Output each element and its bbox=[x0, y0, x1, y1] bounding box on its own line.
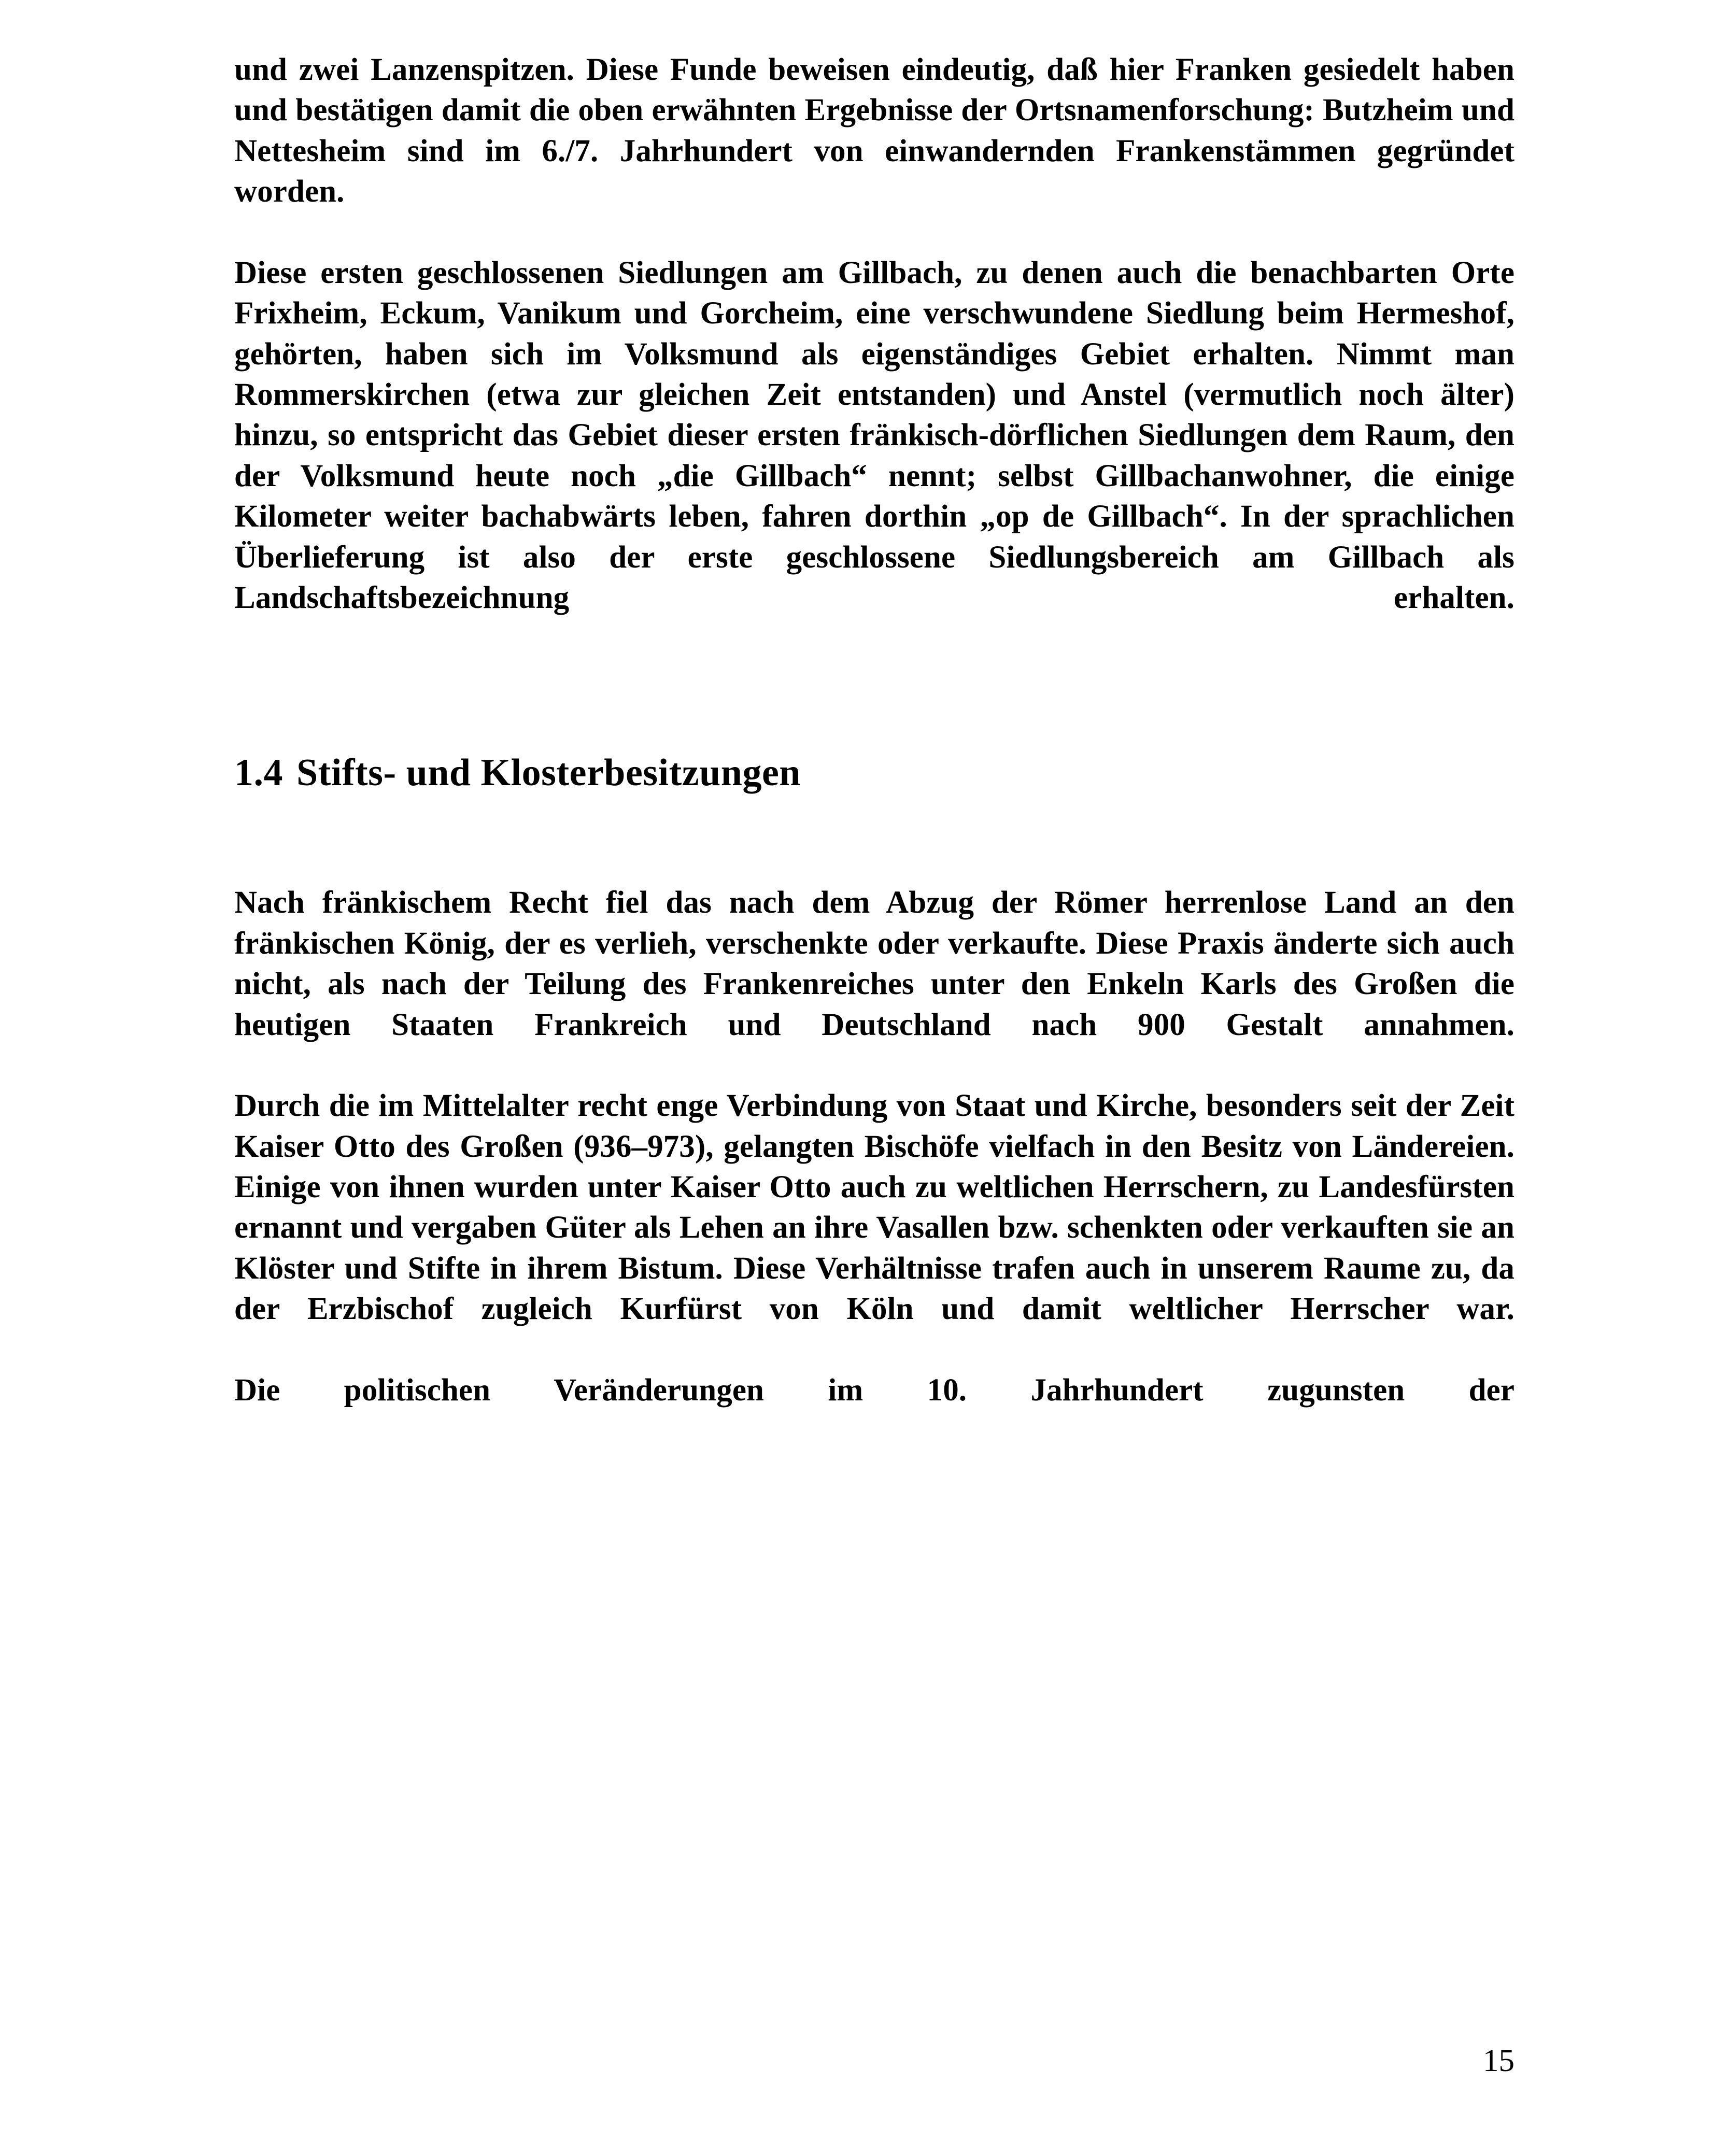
page-text-column bbox=[234, 50, 1514, 1452]
paragraph-4: Durch die im Mittelalter recht enge Verbindung von Staat und Kirche, besonders seit der Zeit Kaiser Otto des Großen (936–973), gelangten Bischöfe vielfach in den Besitz von Ländereien. Einige von ihnen wurden unter Kaiser Otto auch zu weltlichen Herrschern, zu Landesfürsten ernannt und vergaben Güter als Lehen an ihre Vasallen bzw. schenkten oder verkauften sie an Klöster und Stifte in ihrem Bistum. Diese Verhältnisse trafen auch in unserem Raume zu, da der Erzbischof zugleich Kurfürst von Köln und damit weltlicher Herrscher war. bbox=[234, 1088, 1514, 1327]
section-number: 1.4 bbox=[234, 751, 283, 794]
section-heading-block bbox=[234, 750, 1514, 796]
paragraph-1: und zwei Lanzenspitzen. Diese Funde beweisen eindeutig, daß hier Franken gesiedelt haben und bestätigen damit die oben erwähnten Ergebnisse der Ortsnamenforschung: Butzheim und Nettesheim sind im 6./7. Jahrhundert von einwandernden Frankenstämmen gegründet worden. bbox=[234, 52, 1514, 209]
section-heading bbox=[234, 750, 1514, 796]
section-title: Stifts- und Klosterbesitzungen bbox=[296, 751, 801, 794]
paragraph-5: Die politischen Veränderungen im 10. Jahrhundert zugunsten der bbox=[234, 1372, 1514, 1408]
paragraph-2: Diese ersten geschlossenen Siedlungen am Gillbach, zu denen auch die benachbarten Orte Frixheim, Eckum, Vanikum und Gorcheim, eine verschwundene Siedlung beim Hermeshof, gehörten, haben sich im Volksmund als eigenständiges Gebiet erhalten. Nimmt man Rommerskirchen (etwa zur gleichen Zeit entstanden) und Anstel (vermutlich noch älter) hinzu, so entspricht das Gebiet dieser ersten fränkisch-dörflichen Siedlungen dem Raum, den der Volksmund heute noch „die Gillbach“ nennt; selbst Gillbachanwohner, die einige Kilometer weiter bachabwärts leben, fahren dorthin „op de Gillbach“. In der sprachlichen Überlieferung ist also der erste geschlossene Siedlungsbereich am Gillbach als Landschaftsbezeichnung erhalten. bbox=[234, 255, 1514, 615]
paragraph-3: Nach fränkischem Recht fiel das nach dem Abzug der Römer herrenlose Land an den fränkischen König, der es verlieh, verschenkte oder verkaufte. Diese Praxis änderte sich auch nicht, als nach der Teilung des Frankenreiches unter den Enkeln Karls des Großen die heutigen Staaten Frankreich und Deutschland nach 900 Gestalt annahmen. bbox=[234, 885, 1514, 1042]
page-number: 15 bbox=[1483, 2044, 1514, 2078]
